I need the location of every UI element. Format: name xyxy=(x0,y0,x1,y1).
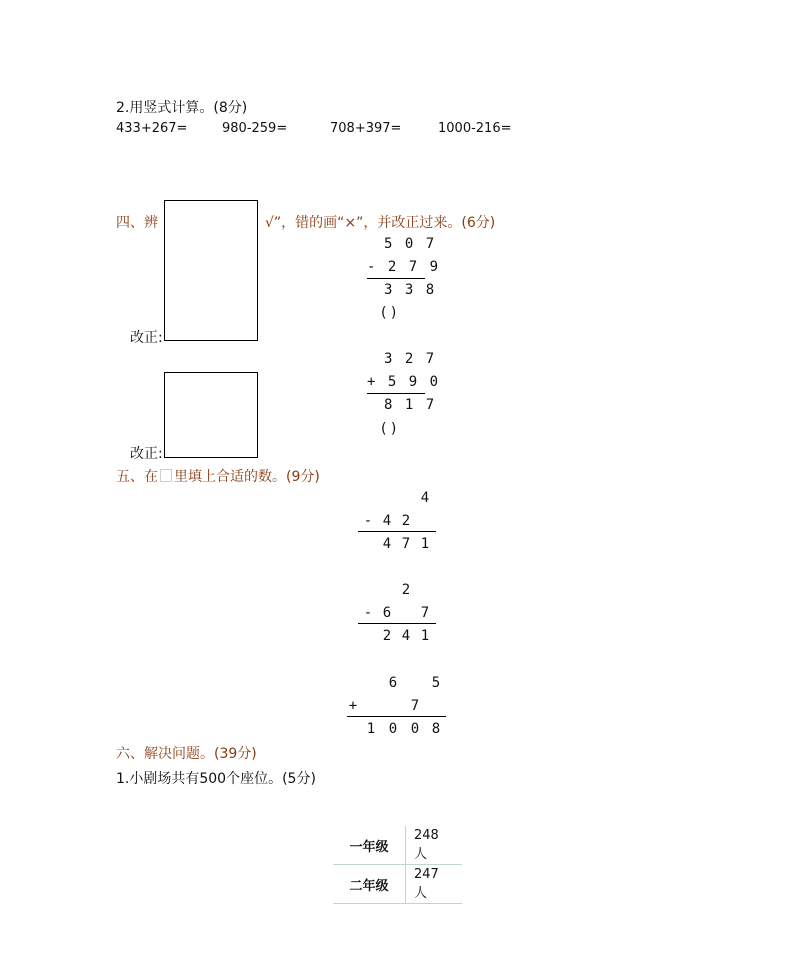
fill-3-r1a: 6 xyxy=(388,675,398,691)
problem-1-mid: - 2 7 9 xyxy=(367,259,441,275)
table-row xyxy=(333,865,462,904)
grade-table xyxy=(333,826,462,904)
judge-blank-1[interactable]: ( ) xyxy=(381,305,397,321)
fill-1-op: - xyxy=(363,513,373,529)
section-5-title xyxy=(116,466,320,486)
grade-count: 248 人 xyxy=(406,826,463,865)
fill-3-op: + xyxy=(348,698,358,714)
fill-3-r3b: 0 xyxy=(388,721,398,737)
problem-1-rule xyxy=(367,278,425,279)
fill-2-r2a: 6 xyxy=(382,605,392,621)
fill-2-op: - xyxy=(363,605,373,621)
fill-1-r3c: 1 xyxy=(420,536,430,552)
calc-item-1: 433+267= xyxy=(116,121,188,136)
fill-3-r3c: 0 xyxy=(410,721,420,737)
question-2-title: 2.用竖式计算。(8分) xyxy=(116,100,248,116)
fill-3-r3d: 8 xyxy=(431,721,441,737)
calc-item-4: 1000-216= xyxy=(438,121,512,136)
fill-3-r2: 7 xyxy=(410,698,420,714)
correction-box-2[interactable] xyxy=(164,372,258,458)
correction-box-1[interactable] xyxy=(164,200,258,341)
correction-label-2: 改正: xyxy=(130,446,163,462)
fill-1-r2a: 4 xyxy=(382,513,392,529)
calc-item-2: 980-259= xyxy=(222,121,288,136)
fill-2-rule xyxy=(358,623,436,624)
fill-2-r3c: 1 xyxy=(420,628,430,644)
blank-square-icon xyxy=(160,469,172,482)
fill-3-r3a: 1 xyxy=(366,721,376,737)
problem-1-bot: 3 3 8 xyxy=(384,282,437,298)
judge-blank-2[interactable]: ( ) xyxy=(381,421,397,437)
fill-1-r2b: 2 xyxy=(401,513,411,529)
fill-3-r1b: 5 xyxy=(431,675,441,691)
correction-label-1: 改正: xyxy=(130,330,163,346)
fill-1-r1: 4 xyxy=(420,490,430,506)
problem-2-top: 3 2 7 xyxy=(384,351,437,367)
section-4-title-right: √”，错的画“×”，并改正过来。(6分) xyxy=(265,215,496,231)
problem-2-rule xyxy=(367,393,425,394)
fill-1-rule xyxy=(358,531,436,532)
calc-item-3: 708+397= xyxy=(330,121,402,136)
question-6-1: 1.小剧场共有500个座位。(5分) xyxy=(116,771,316,787)
section-5-title-b: 里填上合适的数。(9分) xyxy=(174,469,320,485)
problem-2-mid: + 5 9 0 xyxy=(367,374,441,390)
fill-2-r3a: 2 xyxy=(382,628,392,644)
fill-3-rule xyxy=(347,716,446,717)
grade-label: 一年级 xyxy=(333,826,406,865)
section-5-title-a: 五、在 xyxy=(116,469,158,485)
grade-label: 二年级 xyxy=(333,865,406,904)
fill-1-r3b: 7 xyxy=(401,536,411,552)
fill-2-r1: 2 xyxy=(401,582,411,598)
problem-2-bot: 8 1 7 xyxy=(384,397,437,413)
fill-2-r2b: 7 xyxy=(420,605,430,621)
table-row xyxy=(333,826,462,865)
grade-count: 247 人 xyxy=(406,865,463,904)
problem-1-top: 5 0 7 xyxy=(384,236,437,252)
fill-2-r3b: 4 xyxy=(401,628,411,644)
section-6-title: 六、解决问题。(39分) xyxy=(116,746,257,762)
section-4-title-left: 四、辨 xyxy=(116,215,158,231)
fill-1-r3a: 4 xyxy=(382,536,392,552)
